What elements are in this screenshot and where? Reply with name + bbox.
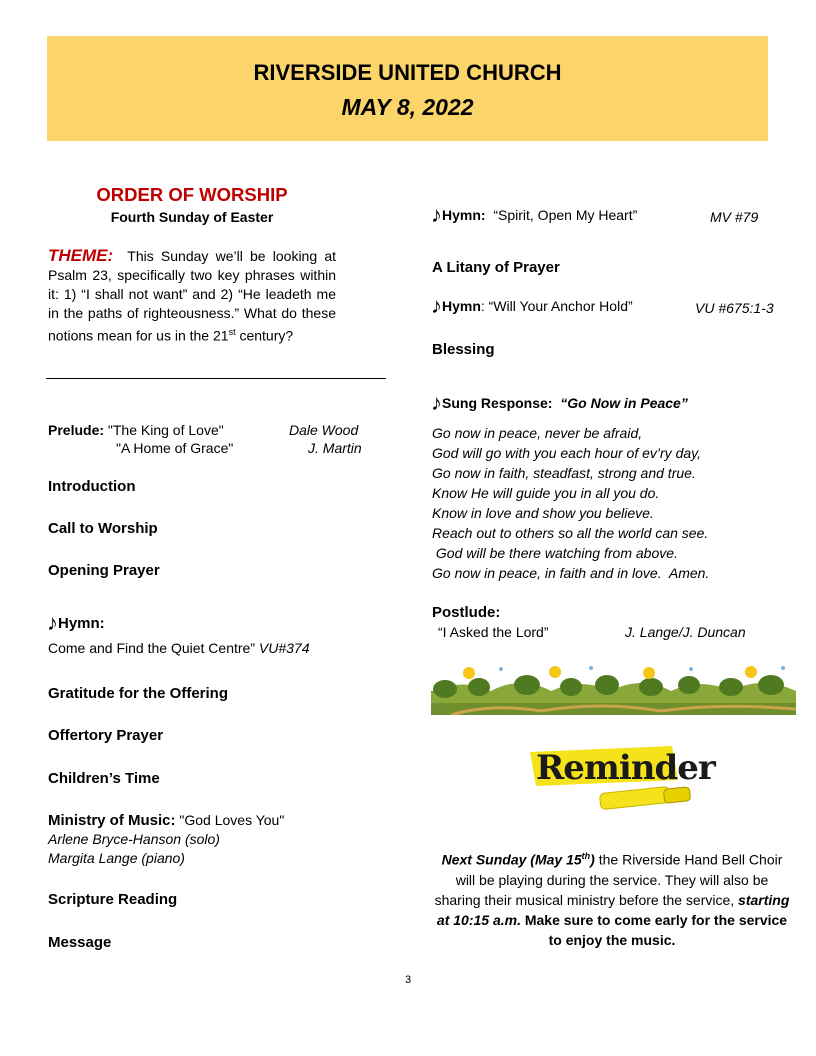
next-sunday-lead: Next Sunday (May 15: [441, 851, 582, 868]
hymn-2-label: Hymn: [442, 298, 481, 314]
hymn-2-row: [431, 295, 633, 317]
childrens-time: Children’s Time: [48, 770, 160, 787]
theme-paragraph: [48, 246, 336, 346]
offertory-prayer: Offertory Prayer: [48, 727, 164, 744]
performer-1: Arlene Bryce-Hanson (solo): [48, 831, 220, 847]
next-sunday-text: the Riverside Hand Bell Choir will be playing during the service. They will also be sharing their musical ministry before the service,: [434, 851, 783, 908]
prelude-piece-1: "The King of Love": [107, 422, 224, 438]
highlighter-cap: [663, 787, 690, 804]
hymn-2-title: : “Will Your Anchor Hold”: [480, 298, 633, 314]
theme-sup: st: [228, 327, 236, 337]
church-name: RIVERSIDE UNITED CHURCH: [253, 60, 562, 85]
lyric-line: Go now in peace, in faith and in love. Amen.: [432, 565, 710, 581]
theme-text-end: century?: [235, 327, 294, 344]
sung-response-heading: [431, 392, 688, 414]
bird-icons: [499, 666, 785, 671]
music-note-icon: ♪: [431, 390, 442, 415]
prelude-piece-2: "A Home of Grace": [116, 440, 234, 456]
performer-2: Margita Lange (piano): [48, 850, 185, 866]
theme-text: This Sunday we’ll be looking at Psalm 23, specifically two key phrases within it: 1) “I shall not want” and 2) “He leadeth me in the paths of righteousness.” What do these notions mean for us in the 21: [48, 248, 336, 344]
message: Message: [48, 934, 112, 951]
blessing: Blessing: [432, 341, 495, 358]
reminder-clipart: [522, 740, 715, 820]
page-number: 3: [404, 974, 412, 986]
hymn-1-label: Hymn:: [442, 207, 486, 223]
postlude-label: Postlude:: [432, 604, 501, 621]
hymn-2-ref: VU #675:1-3: [695, 300, 774, 316]
music-note-icon: ♪: [47, 610, 58, 635]
section-divider: [46, 378, 386, 379]
hymn-line: [48, 640, 309, 656]
introduction: Introduction: [48, 478, 136, 495]
highlighter-body: [599, 786, 670, 809]
hymn-title: Come and Find the Quiet Centre”: [48, 640, 255, 656]
prelude-row-1: [48, 422, 224, 438]
service-date: MAY 8, 2022: [341, 94, 474, 120]
call-to-worship: Call to Worship: [48, 520, 158, 537]
next-sunday-sup: th: [581, 851, 591, 861]
header-banner: [47, 36, 768, 141]
prelude-composer-1: Dale Wood: [289, 422, 359, 438]
scripture-reading: Scripture Reading: [48, 891, 178, 908]
music-note-icon: ♪: [431, 202, 442, 227]
landscape-clipart: [431, 663, 796, 715]
hymn-1-ref: MV #79: [710, 209, 759, 225]
postlude-composer: J. Lange/J. Duncan: [625, 624, 746, 640]
next-sunday-time: starting at 10:15 a.m.: [436, 891, 790, 928]
hymn-1-row: [431, 204, 637, 226]
ministry-piece: "God Loves You": [179, 812, 285, 828]
lyric-line: God will go with you each hour of ev’ry day,: [432, 445, 701, 461]
ministry-label: Ministry of Music:: [48, 812, 176, 829]
reminder-word: Reminder: [536, 748, 715, 788]
hymn-heading: [47, 612, 105, 634]
opening-prayer: Opening Prayer: [48, 562, 160, 579]
litany-of-prayer: A Litany of Prayer: [432, 259, 560, 276]
order-of-worship-title: ORDER OF WORSHIP: [96, 184, 288, 205]
lyric-line: Reach out to others so all the world can see.: [432, 525, 709, 541]
sung-response-label: Sung Response:: [442, 395, 553, 411]
hymn-1-title: “Spirit, Open My Heart”: [493, 207, 638, 223]
lyric-line: Go now in peace, never be afraid,: [432, 425, 643, 441]
lyric-line: Know in love and show you believe.: [432, 505, 654, 521]
lyric-line: Go now in faith, steadfast, strong and true.: [432, 465, 696, 481]
order-of-worship-subtitle: Fourth Sunday of Easter: [110, 209, 274, 225]
hymn-ref: VU#374: [258, 640, 310, 656]
lyric-line: God will be there watching from above.: [432, 545, 678, 561]
lyric-line: Know He will guide you in all you do.: [432, 485, 660, 501]
ministry-of-music: [48, 812, 284, 829]
gratitude-offering: Gratitude for the Offering: [48, 685, 228, 702]
hymn-label: Hymn:: [58, 615, 105, 632]
postlude-piece: “I Asked the Lord”: [438, 624, 549, 640]
theme-label: THEME:: [48, 246, 114, 265]
sung-response-title: “Go Now in Peace”: [560, 395, 688, 411]
prelude-composer-2: J. Martin: [308, 440, 362, 456]
song-lyrics: [432, 423, 709, 583]
prelude-label: Prelude:: [48, 422, 105, 438]
next-sunday-paren: ): [590, 851, 595, 868]
next-sunday-closing: Make sure to come early for the service to enjoy the music.: [520, 911, 788, 948]
next-sunday-notice: [432, 846, 792, 950]
music-note-icon: ♪: [431, 293, 442, 318]
